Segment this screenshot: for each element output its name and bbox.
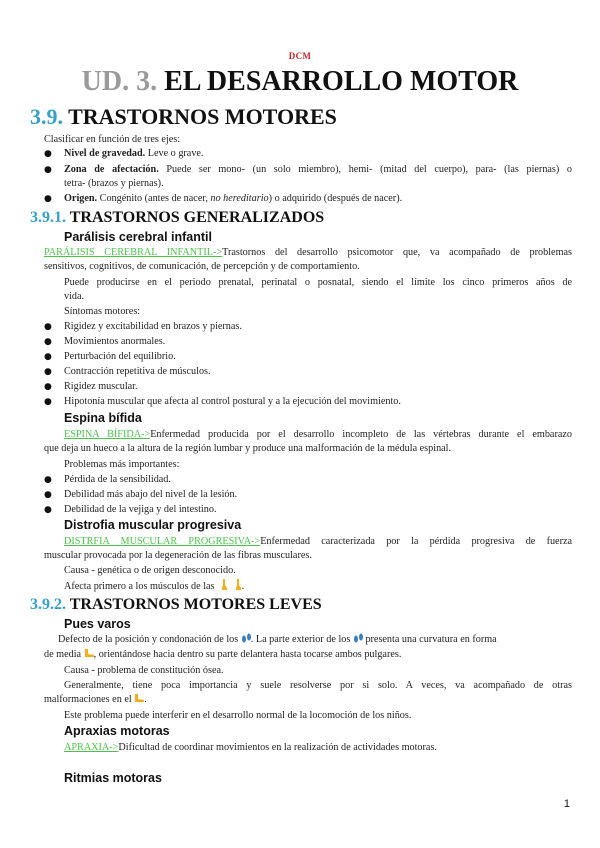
text: Defecto de la posición y condonación de los — [58, 634, 239, 645]
definition-text: Dificultad de coordinar movimientos en la realización de actividades motoras. — [118, 742, 437, 753]
unit-number: UD. 3. — [81, 66, 158, 97]
list-item: Perturbación del equilibrio. — [64, 351, 176, 362]
axis-text-cont: tetra- (brazos y piernas). — [64, 178, 164, 189]
axis-text: ) o adquirido (después de nacer). — [268, 193, 403, 204]
axis-item — [64, 163, 572, 177]
bullet-icon: ● — [44, 322, 52, 332]
bullet-icon: ● — [44, 490, 52, 500]
paragraph: Causa - problema de constitución ósea. — [64, 665, 224, 676]
section-title: TRASTORNOS MOTORES — [68, 104, 337, 129]
text: . — [144, 694, 147, 705]
paragraph — [64, 428, 572, 442]
topic-heading: Distrofia muscular progresiva — [64, 518, 242, 532]
paragraph — [64, 741, 437, 755]
list-item: Debilidad de la vejiga y del intestino. — [64, 504, 217, 515]
section-heading — [30, 104, 337, 130]
affects-end: . — [241, 581, 245, 592]
foot-icon — [84, 648, 94, 658]
axis-text: Leve o grave. — [145, 148, 204, 159]
paragraph — [58, 633, 572, 647]
list-item: Hipotonía muscular que afecta al control postural y a la ejecución del movimiento. — [64, 396, 401, 407]
paragraph — [64, 579, 244, 594]
subsection-number: 3.9.1. — [30, 209, 66, 226]
topic-heading: Pues varos — [64, 617, 131, 631]
term-link[interactable]: ESPINA BÍFIDA-> — [64, 429, 151, 440]
list-item: Debilidad más abajo del nivel de la lesión. — [64, 489, 238, 500]
section-number: 3.9. — [30, 104, 63, 129]
axis-item — [64, 192, 402, 206]
paragraph: Este problema puede interferir en el desarrollo normal de la locomoción de los niños. — [64, 710, 412, 721]
text: . La parte exterior de los — [250, 634, 351, 645]
topic-heading: Ritmias motoras — [64, 771, 162, 785]
paragraph-cont: que deja un hueco a la altura de la región lumbar y produce una malformación de la médula espinal. — [44, 443, 452, 454]
bullet-icon: ● — [44, 149, 52, 159]
topic-heading: Apraxias motoras — [64, 724, 170, 738]
subsection-number: 3.9.2. — [30, 596, 66, 613]
bullet-icon: ● — [44, 367, 52, 377]
definition-text: Enfermedad producida por el desarrollo incompleto de las vértebras durante el embarazo — [150, 429, 572, 440]
paragraph — [44, 246, 572, 260]
bullet-icon: ● — [44, 505, 52, 515]
text: presenta una curvatura en forma — [365, 634, 497, 645]
foot-icon — [134, 693, 144, 703]
bullet-icon: ● — [44, 397, 52, 407]
term-link[interactable]: DISTRFIA MUSCULAR PROGRESIVA-> — [64, 536, 261, 547]
footprints-icon — [241, 633, 251, 643]
paragraph-cont — [44, 693, 147, 707]
subsection-title: TRASTORNOS GENERALIZADOS — [69, 209, 325, 226]
axis-text: Puede ser mono- (un solo miembro), hemi- (mitad del cuerpo), para- (las piernas) o — [158, 164, 572, 175]
axis-item — [64, 147, 203, 161]
paragraph-cont: muscular provocada por la degeneración de las fibras musculares. — [44, 550, 312, 561]
list-item: Pérdida de la sensibilidad. — [64, 474, 171, 485]
affects-text: Afecta primero a los músculos de las — [64, 581, 215, 592]
paragraph — [64, 535, 572, 549]
topic-heading: Espina bífida — [64, 411, 142, 425]
footprints-icon — [353, 633, 363, 643]
list-item: Rigidez muscular. — [64, 381, 138, 392]
author-initials: DCM — [288, 51, 312, 61]
paragraph-cont: vida. — [64, 291, 85, 302]
paragraph: Causa - genética o de origen desconocido. — [64, 565, 236, 576]
paragraph-cont — [44, 648, 401, 662]
bullet-icon: ● — [44, 165, 52, 175]
bullet-icon: ● — [44, 475, 52, 485]
axis-label: Zona de afectación. — [64, 164, 159, 175]
list-item: Movimientos anormales. — [64, 336, 166, 347]
axis-text-italic: no hereditario — [210, 193, 269, 204]
subsection-title: TRASTORNOS MOTORES LEVES — [69, 596, 322, 613]
list-label: Problemas más importantes: — [64, 459, 180, 470]
paragraph-cont: sensitivos, cognitivos, de comunicación, de percepción y de comportamiento. — [44, 261, 360, 272]
text: malformaciones en el — [44, 694, 132, 705]
bullet-icon: ● — [44, 337, 52, 347]
bullet-icon: ● — [44, 352, 52, 362]
intro-text: Clasificar en función de tres ejes: — [44, 134, 181, 145]
term-link[interactable]: PARÁLISIS CEREBRAL INFANTIL-> — [44, 247, 223, 258]
term-link[interactable]: APRAXIA-> — [64, 742, 119, 753]
text: de media — [44, 649, 82, 660]
paragraph: Generalmente, tiene poca importancia y suele resolverse por si solo. A veces, va acompañado de otras — [64, 680, 572, 691]
topic-heading: Parálisis cerebral infantil — [64, 230, 212, 244]
definition-text: Enfermedad caracterizada por la pérdida progresiva de fuerza — [260, 536, 573, 547]
axis-text: Congénito (antes de nacer, — [97, 193, 211, 204]
text: , orientándose hacia dentro su parte delantera hasta tocarse ambos pulgares. — [93, 649, 402, 660]
list-item: Rigidez y excitabilidad en brazos y piernas. — [64, 321, 242, 332]
list-item: Contracción repetitiva de músculos. — [64, 366, 211, 377]
bullet-icon: ● — [44, 382, 52, 392]
list-label: Síntomas motores: — [64, 306, 141, 317]
bullet-icon: ● — [44, 194, 52, 204]
subsection-heading — [30, 595, 322, 615]
leg-icon — [231, 579, 242, 590]
axis-label: Origen. — [64, 193, 98, 204]
paragraph: Puede producirse en el periodo prenatal, perinatal o posnatal, siendo el límite los cinco primeros años de — [64, 277, 572, 288]
definition-text: Trastornos del desarrollo psicomotor que, va acompañado de problemas — [222, 247, 572, 258]
unit-title-text: EL DESARROLLO MOTOR — [164, 66, 519, 97]
leg-icon — [217, 579, 228, 590]
axis-label: Nivel de gravedad. — [64, 148, 146, 159]
page-number: 1 — [563, 798, 570, 810]
unit-title — [0, 66, 600, 98]
subsection-heading — [30, 208, 324, 228]
